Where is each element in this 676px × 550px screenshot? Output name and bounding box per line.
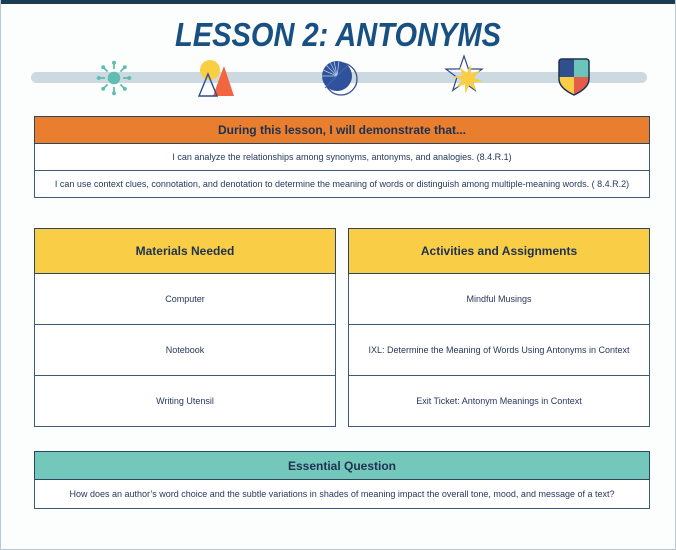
activity-row: Exit Ticket: Antonym Meanings in Context [348, 376, 650, 427]
starburst-icon [444, 53, 492, 101]
shield-icon [556, 57, 592, 97]
decorative-timeline [1, 56, 675, 104]
triangle-shapes-icon [196, 58, 236, 98]
top-accent-bar [1, 0, 675, 4]
activity-row: IXL: Determine the Meaning of Words Using Antonyms in Context [348, 325, 650, 376]
page-title: LESSON 2: ANTONYMS [175, 16, 501, 53]
materials-table [34, 228, 336, 427]
objective-row: I can use context clues, connotation, and denotation to determine the meaning of words or distinguish among multiple-meaning words. ( 8.4.R.2) [34, 171, 650, 198]
protractor-globe-icon [316, 55, 362, 101]
objective-row: I can analyze the relationships among synonyms, antonyms, and analogies. (8.4.R.1) [34, 144, 650, 171]
activity-row: Mindful Musings [348, 274, 650, 325]
material-row: Writing Utensil [34, 376, 336, 427]
materials-activities-section [34, 228, 675, 427]
activities-table [348, 228, 650, 427]
essential-question-header: Essential Question [34, 451, 650, 480]
burst-icon [96, 60, 132, 96]
objectives-table [34, 116, 650, 198]
material-row: Computer [34, 274, 336, 325]
essential-question-row: How does an author’s word choice and the subtle variations in shades of meaning impact the overall tone, mood, and message of a text? [34, 480, 650, 509]
objectives-header: During this lesson, I will demonstrate that... [34, 116, 650, 144]
material-row: Notebook [34, 325, 336, 376]
materials-header: Materials Needed [34, 228, 336, 274]
activities-header: Activities and Assignments [348, 228, 650, 274]
essential-question-table [34, 451, 650, 509]
